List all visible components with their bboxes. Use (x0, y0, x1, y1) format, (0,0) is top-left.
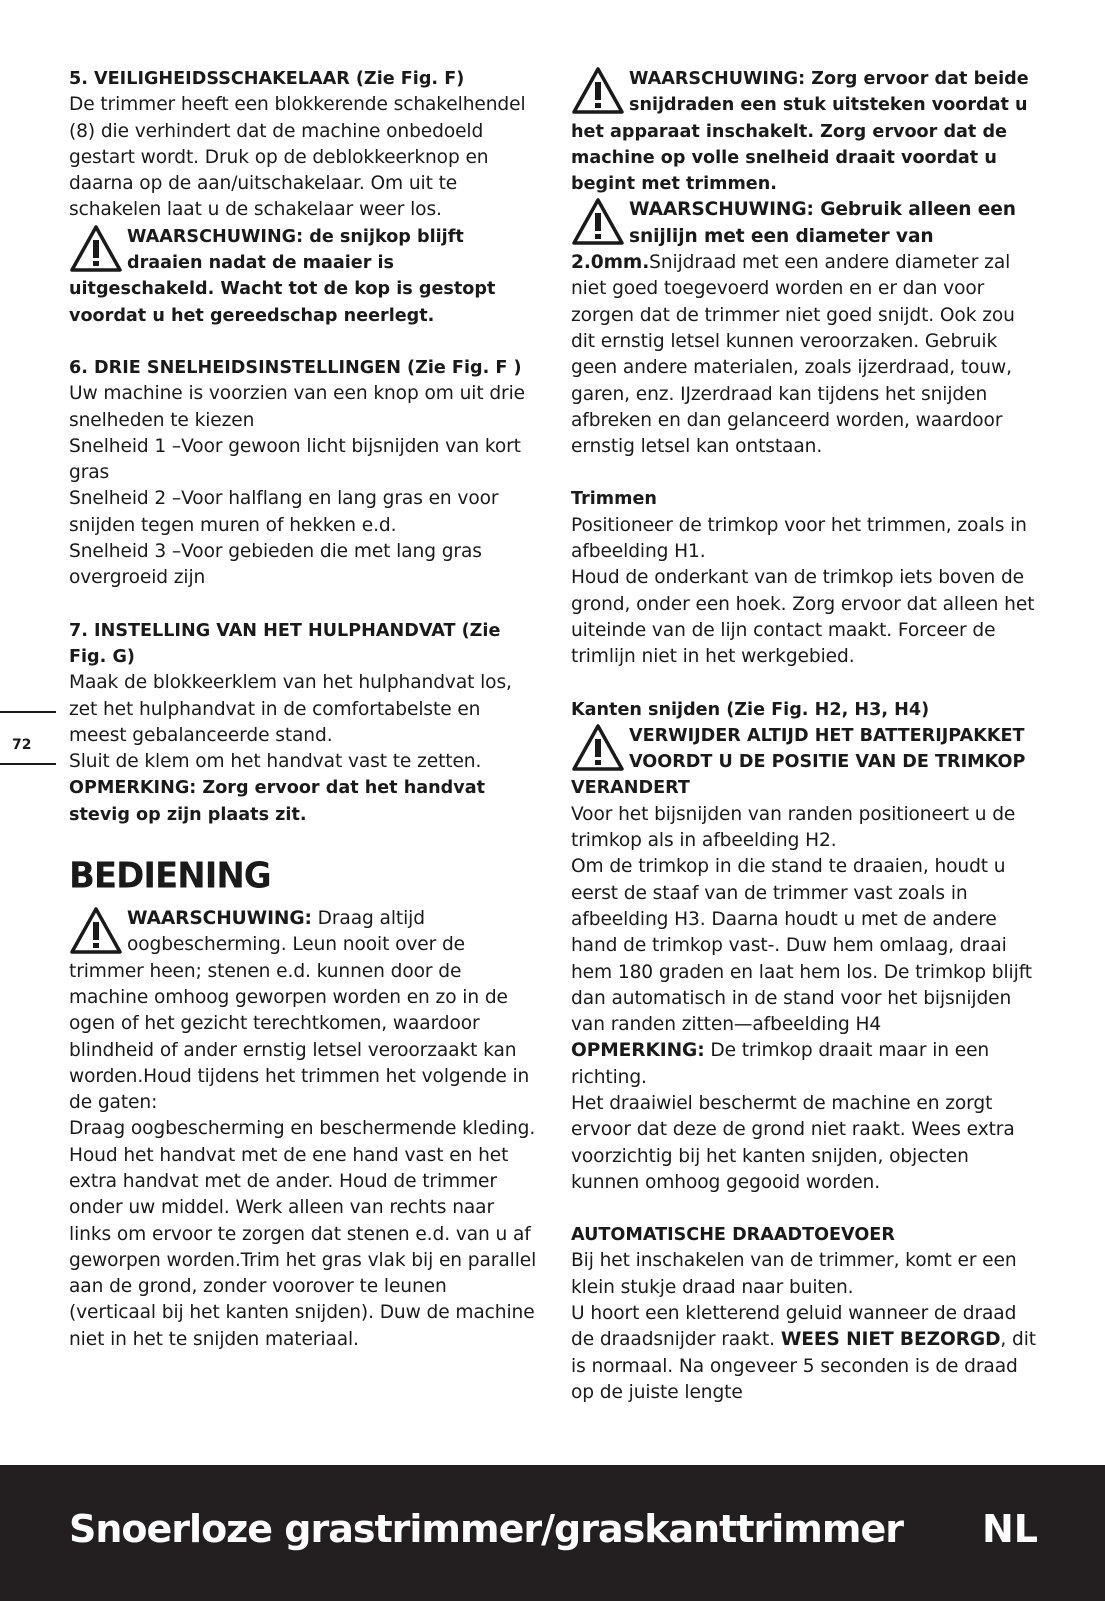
auto-body-2a: U hoort een kletterend geluid wanneer de draad de draadsnijder raakt. (571, 1303, 1017, 1351)
footer-language: NL (982, 1507, 1039, 1551)
warning-snijdraden (571, 66, 1041, 197)
section-7-body-2: Sluit de klem om het handvat vast te zetten. (69, 751, 482, 773)
footer-title: Snoerloze grastrimmer/graskanttrimmer (69, 1507, 903, 1551)
section-7-note: OPMERKING: Zorg ervoor dat het handvat stevig op zijn plaats zit. (69, 778, 485, 825)
left-column (69, 66, 539, 1353)
section-6-speed-3: Snelheid 3 –Voor gebieden die met lang gras overgroeid zijn (69, 541, 482, 589)
warning-triangle-icon (69, 224, 123, 274)
warning-triangle-icon (571, 66, 625, 116)
auto-body-2c: , dit is normaal. Na ongeveer 5 seconden is de draad op de juiste lengte (571, 1329, 1036, 1403)
kanten-warning (571, 723, 1041, 802)
section-title-bediening: BEDIENING (69, 855, 271, 898)
bediening-warning-text: Draag altijd oogbescherming. Leun nooit over de trimmer heen; stenen e.d. kunnen door de machine omhoog geworpen worden en zo in de ogen of het gezicht terechtkomen, waardoor blindheid of ander ernstig letsel veroorzaakt kan worden.Houd tijdens het trimmen het volgende in de gaten: (69, 908, 530, 1114)
section-7-body-1: Maak de blokkeerklem van het hulphandvat los, zet het hulphandvat in de comfortabelste en meest gebalanceerde stand. (69, 672, 512, 746)
page-number-rule-top (0, 711, 56, 713)
trimmen-heading: Trimmen (571, 489, 657, 510)
page-number-rule-bottom (0, 763, 56, 765)
kanten-warning-text: VERWIJDER ALTIJD HET BATTERIJPAKKET VOORDT U DE POSITIE VAN DE TRIMKOP VERANDERT (571, 725, 1026, 799)
footer-bar (0, 1465, 1105, 1601)
trimmen-body-1: Positioneer de trimkop voor het trimmen, zoals in afbeelding H1. (571, 514, 1027, 563)
section-5-warning-text: WAARSCHUWING: de snijkop blijft draaien nadat de maaier is uitgeschakeld. Wacht tot de kop is gestopt voordat u het gereedschap neerlegt. (69, 226, 496, 326)
kanten-note-text: De trimkop draait maar in een richting. (571, 1040, 990, 1088)
section-5-heading: 5. VEILIGHEIDSSCHAKELAAR (Zie Fig. F) (69, 69, 465, 89)
section-6-speed-1: Snelheid 1 –Voor gewoon licht bijsnijden van kort gras (69, 435, 521, 484)
kanten-body-1: Voor het bijsnijden van randen positioneert u de trimkop als in afbeelding H2. (571, 803, 1016, 852)
kanten-note-label: OPMERKING: (571, 1040, 705, 1062)
section-6-speed-2: Snelheid 2 –Voor halflang en lang gras en voor snijden tegen muren of hekken e.d. (69, 488, 499, 536)
warning-triangle-icon (571, 723, 625, 773)
warning-diameter-bold: WAARSCHUWING: Gebruik alleen een snijlijn met een diameter van 2.0mm. (571, 199, 1016, 274)
auto-body-2 (571, 1301, 1041, 1406)
bediening-body: Draag oogbescherming en beschermende kleding. Houd het handvat met de ene hand vast en het extra handvat met de ander. Houd de trimmer onder uw middel. Werk alleen van rechts naar links om ervoor te zorgen dat stenen e.d. van u af geworpen worden.Trim het gras vlak bij en parallel aan de grond, zonder voorover te leunen (verticaal bij het kanten snijden). Duw de machine niet in het te snijden materiaal. (69, 1118, 537, 1350)
page-number: 72 (12, 737, 32, 753)
section-5-warning (69, 224, 539, 329)
warning-triangle-icon (69, 906, 123, 956)
kanten-heading: Kanten snijden (Zie Fig. H2, H3, H4) (571, 699, 930, 720)
right-column (571, 66, 1041, 1406)
warning-snijdraden-text: WAARSCHUWING: Zorg ervoor dat beide snijdraden een stuk uitsteken voordat u het apparaat inschakelt. Zorg ervoor dat de machine op volle snelheid draait voordat u begint met trimmen. (571, 69, 1029, 195)
section-5-body: De trimmer heeft een blokkerende schakelhendel (8) die verhindert dat de machine onbedoeld gestart wordt. Druk op de deblokkeerknop en daarna op de aan/uitschakelaar. Om uit te schakelen laat u de schakelaar weer los. (69, 94, 526, 221)
kanten-body-2: Om de trimkop in die stand te draaien, houdt u eerst de staaf van de trimmer vast zoals in afbeelding H3. Daarna houdt u met de andere hand de trimkop vast-. Duw hem omlaag, draai hem 180 graden en laat hem los. De trimkop blijft dan automatisch in de stand voor het bijsnijden van randen zitten—afbeelding H4 (571, 856, 1032, 1036)
section-7-heading: 7. INSTELLING VAN HET HULPHANDVAT (Zie Fig. G) (69, 620, 501, 667)
bediening-warning-label: WAARSCHUWING: (127, 908, 312, 930)
warning-diameter (571, 197, 1041, 460)
auto-body-1: Bij het inschakelen van de trimmer, komt er een klein stukje draad naar buiten. (571, 1250, 1017, 1298)
trimmen-body-2: Houd de onderkant van de trimkop iets boven de grond, onder een hoek. Zorg ervoor dat alleen het uiteinde van de lijn contact maakt. Forceer de trimlijn niet in het werkgebied. (571, 567, 1035, 668)
warning-diameter-text: Snijdraad met een andere diameter zal niet goed toegevoerd worden en er dan voor zorgen dat de trimmer niet goed snijdt. Ook zou dit ernstig letsel kunnen veroorzaken. Gebruik geen andere materialen, zoals ijzerdraad, touw, garen, enz. IJzerdraad kan tijdens het snijden afbreken en dan gelanceerd worden, waardoor ernstig letsel kan ontstaan. (571, 252, 1015, 458)
kanten-note (571, 1038, 1041, 1091)
kanten-body-3: Het draaiwiel beschermt de machine en zorgt ervoor dat deze de grond niet raakt. Wees extra voorzichtig bij het kanten snijden, objecten kunnen omhoog gegooid worden. (571, 1092, 1015, 1193)
auto-body-2b: WEES NIET BEZORGD (780, 1329, 1001, 1351)
section-6-intro: Uw machine is voorzien van een knop om uit drie snelheden te kiezen (69, 383, 525, 431)
section-6-heading: 6. DRIE SNELHEIDSINSTELLINGEN (Zie Fig. F ) (69, 357, 522, 378)
bediening-warning (69, 906, 539, 1116)
warning-triangle-icon (571, 197, 625, 247)
auto-heading: AUTOMATISCHE DRAADTOEVOER (571, 1225, 895, 1246)
